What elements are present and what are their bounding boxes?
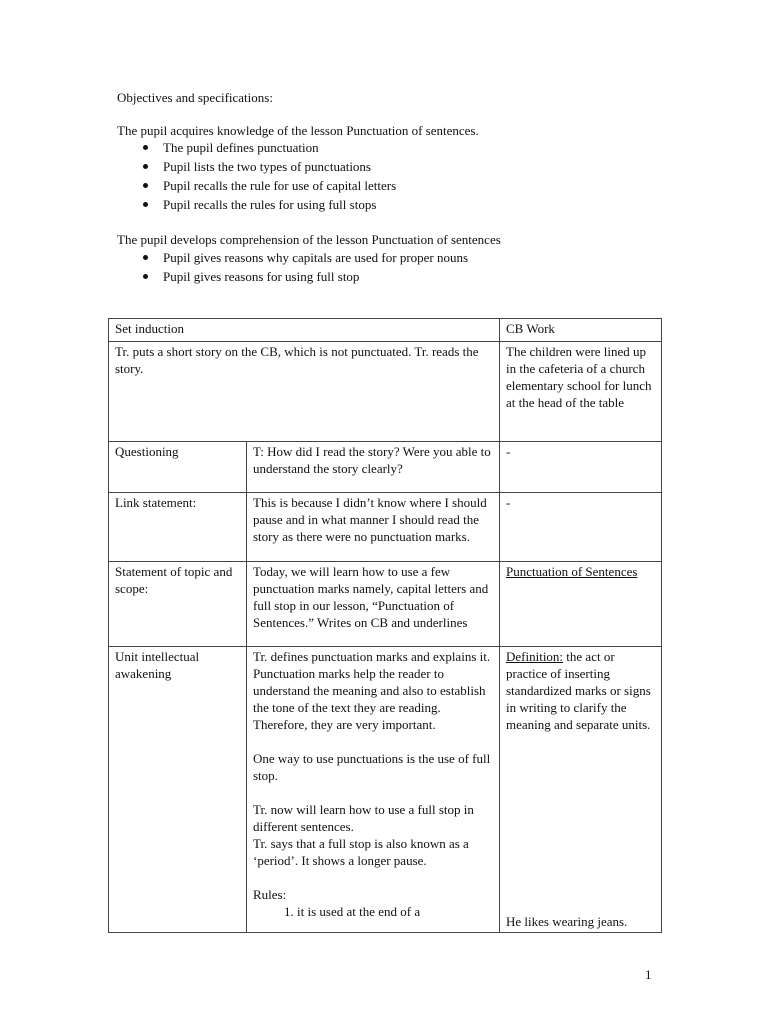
table-row bbox=[109, 562, 662, 647]
unit-paragraph-line: Tr. says that a full stop is also known as a ‘period’. It shows a longer pause. bbox=[253, 836, 469, 868]
knowledge-list bbox=[117, 139, 396, 215]
lesson-plan-table bbox=[108, 318, 662, 933]
set-induction-text: Tr. puts a short story on the CB, which is not punctuated. Tr. reads the story. bbox=[109, 342, 500, 442]
unit-paragraph bbox=[253, 801, 493, 869]
comprehension-list bbox=[117, 249, 468, 287]
rules-list bbox=[253, 903, 493, 920]
questioning-cb-work: - bbox=[500, 442, 662, 493]
list-item: Pupil recalls the rules for using full stops bbox=[117, 196, 396, 215]
list-item: Pupil lists the two types of punctuations bbox=[117, 158, 396, 177]
list-item: Pupil gives reasons why capitals are used for proper nouns bbox=[117, 249, 468, 268]
unit-paragraph: Tr. defines punctuation marks and explains it. Punctuation marks help the reader to understand the meaning and also to establish the tone of the text they are reading. Therefore, they are very important. bbox=[253, 649, 491, 732]
unit-awakening-label: Unit intellectual awakening bbox=[109, 647, 247, 933]
rules-label: Rules: bbox=[253, 887, 287, 902]
unit-paragraph-line: Tr. now will learn how to use a full stop in different sentences. bbox=[253, 802, 474, 834]
comprehension-intro: The pupil develops comprehension of the lesson Punctuation of sentences bbox=[117, 232, 501, 247]
table-row bbox=[109, 442, 662, 493]
set-induction-header: Set induction bbox=[109, 319, 500, 342]
example-sentence: He likes wearing jeans. bbox=[506, 914, 628, 929]
list-item: Pupil recalls the rule for use of capital letters bbox=[117, 177, 396, 196]
cb-work-header: CB Work bbox=[500, 319, 662, 342]
page-number: 1 bbox=[645, 967, 652, 982]
unit-awakening-cb-work bbox=[500, 647, 662, 933]
table-row bbox=[109, 493, 662, 562]
objectives-heading: Objectives and specifications: bbox=[117, 90, 273, 105]
topic-scope-label: Statement of topic and scope: bbox=[109, 562, 247, 647]
topic-cb-title: Punctuation of Sentences bbox=[506, 564, 638, 579]
topic-scope-cb-work bbox=[500, 562, 662, 647]
set-induction-cb-work: The children were lined up in the cafeteria of a church elementary school for lunch at the head of the table bbox=[500, 342, 662, 442]
table-row bbox=[109, 319, 662, 342]
unit-paragraph: One way to use punctuations is the use of full stop. bbox=[253, 751, 491, 783]
list-item: Pupil gives reasons for using full stop bbox=[117, 268, 468, 287]
definition-label: Definition: bbox=[506, 649, 564, 664]
link-statement-cb-work: - bbox=[500, 493, 662, 562]
knowledge-intro: The pupil acquires knowledge of the lesson Punctuation of sentences. bbox=[117, 123, 479, 138]
table-row bbox=[109, 342, 662, 442]
link-statement-label: Link statement: bbox=[109, 493, 247, 562]
questioning-label: Questioning bbox=[109, 442, 247, 493]
questioning-text: T: How did I read the story? Were you able to understand the story clearly? bbox=[247, 442, 500, 493]
definition-text: the act or practice of inserting standardized marks or signs in writing to clarify the meaning and separate units. bbox=[506, 649, 651, 732]
rule-item: 1. it is used at the end of a bbox=[297, 903, 493, 920]
list-item: The pupil defines punctuation bbox=[117, 139, 396, 158]
unit-awakening-text bbox=[247, 647, 500, 933]
link-statement-text: This is because I didn’t know where I should pause and in what manner I should read the story as there were no punctuation marks. bbox=[247, 493, 500, 562]
topic-scope-text: Today, we will learn how to use a few punctuation marks namely, capital letters and full stop in our lesson, “Punctuation of Sentences.” Writes on CB and underlines bbox=[247, 562, 500, 647]
table-row bbox=[109, 647, 662, 933]
